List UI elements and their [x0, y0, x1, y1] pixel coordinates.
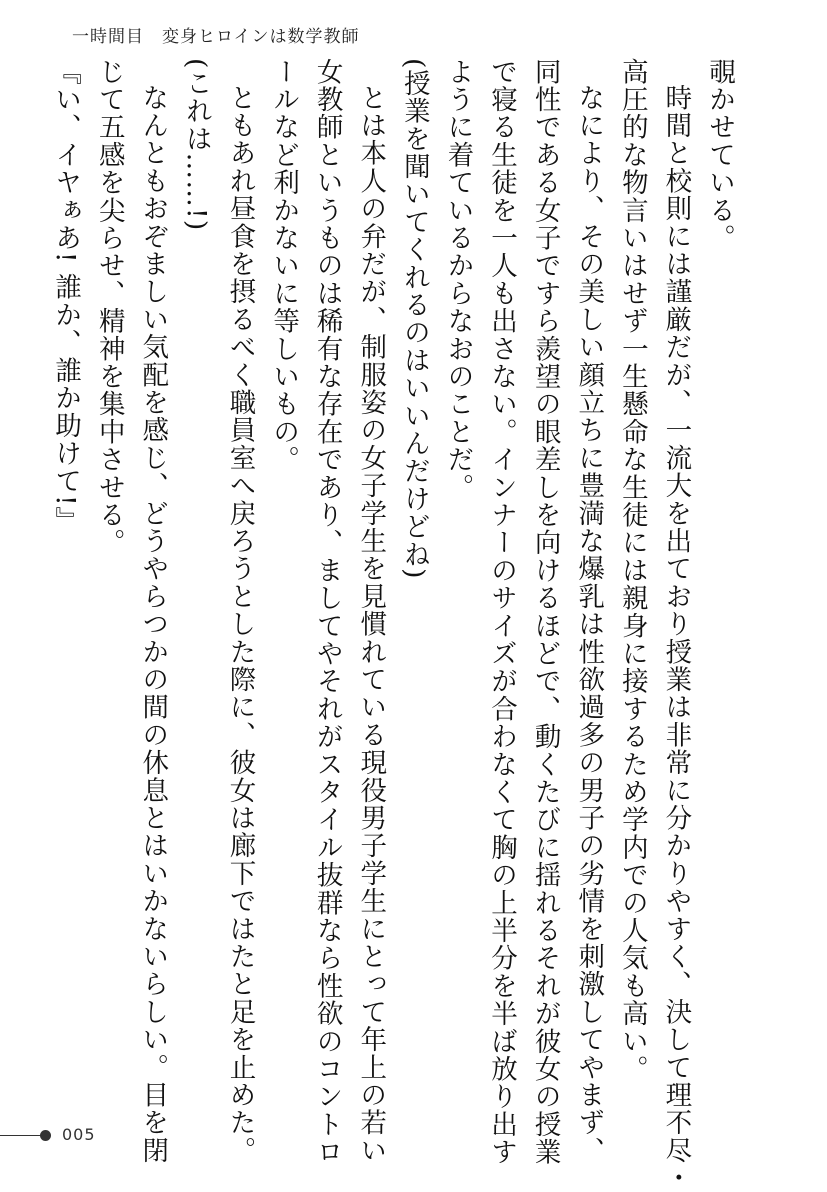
text-line: じて五感を尖らせ、精神を集中させる。 [93, 58, 125, 557]
text-line: ように着ているからなおのことだ。 [442, 58, 474, 502]
text-line: 『い、イヤぁあ! 誰か、誰か助けて!』 [50, 58, 82, 535]
text-line: (授業を聞いてくれるのはいいんだけどね) [398, 58, 430, 580]
footer-dot-ornament [40, 1130, 51, 1141]
text-line: 高圧的な物言いはせず一生懸命な生徒には親身に接するため学内での人気も高い。 [616, 58, 648, 1083]
chapter-label: 一時間目 [72, 27, 144, 47]
text-line: (これは……!) [180, 58, 212, 232]
text-line: で寝る生徒を一人も出さない。インナーのサイズが合わなくて胸の上半分を半ば放り出す [486, 58, 518, 1166]
text-line: なんともおぞましい気配を感じ、どうやらつかの間の休息とはいかないらしい。目を閉 [137, 84, 169, 1165]
footer-rule [0, 1135, 42, 1136]
page-footer [0, 1125, 140, 1144]
text-line: ともあれ昼食を摂るべく職員室へ戻ろうとした際に、彼女は廊下ではたと足を止めた。 [224, 84, 256, 1165]
text-line: 時間と校則には謹厳だが、一流大を出ており授業は非常に分かりやすく、決して理不尽・ [660, 84, 692, 1192]
text-line: ールなど利かないに等しいもの。 [268, 58, 300, 474]
text-line: 女教師というものは稀有な存在であり、ましてやそれがスタイル抜群なら性欲のコントロ [311, 58, 343, 1166]
text-line: なにより、その美しい顔立ちに豊満な爆乳は性欲過多の男子の劣情を刺激してやまず、 [573, 84, 605, 1165]
book-title: 変身ヒロインは数学教師 [162, 27, 360, 47]
text-line: 覗かせている。 [704, 58, 735, 252]
page-number: 005 [62, 1125, 96, 1144]
text-line: とは本人の弁だが、制服姿の女子学生を見慣れている現役男子学生にとって年上の若い [355, 84, 387, 1165]
text-line: 同性である女子ですら羨望の眼差しを向けるほどで、動くたびに揺れるそれが彼女の授業 [529, 58, 561, 1166]
running-head [72, 22, 360, 47]
